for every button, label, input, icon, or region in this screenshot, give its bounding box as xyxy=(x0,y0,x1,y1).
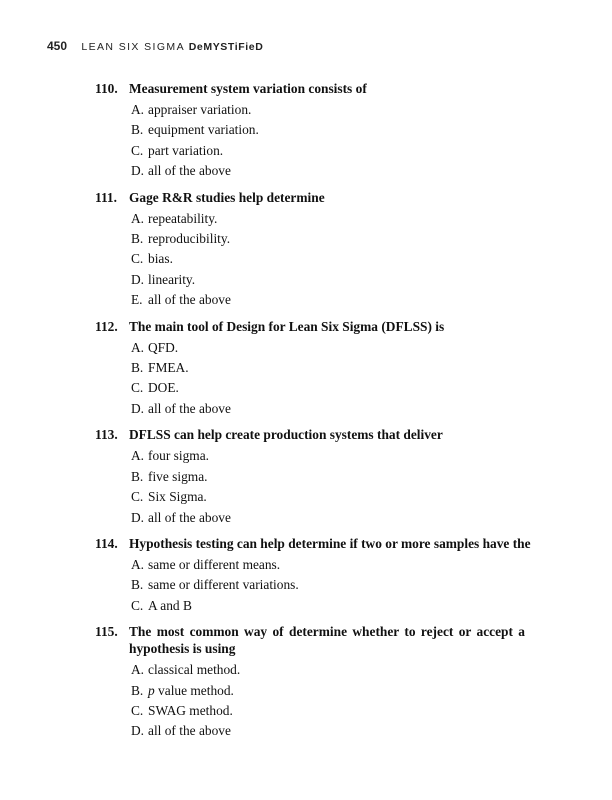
question-text: The main tool of Design for Lean Six Sigma (DFLSS) is xyxy=(129,318,445,334)
answer-options xyxy=(95,100,525,182)
question-stem xyxy=(95,189,525,206)
question-number: 112. xyxy=(95,318,118,334)
option-letter: A. xyxy=(131,662,145,678)
answer-option xyxy=(131,290,525,310)
answer-option xyxy=(131,100,525,120)
option-letter: D. xyxy=(131,509,145,525)
question-list xyxy=(95,80,531,749)
question-text xyxy=(129,623,525,657)
option-letter: E. xyxy=(131,292,143,308)
option-text: five sigma. xyxy=(148,468,208,484)
option-text-italic: p xyxy=(148,682,155,698)
answer-option xyxy=(131,338,525,358)
answer-option xyxy=(131,270,525,290)
question-115 xyxy=(95,623,525,742)
option-text: bias. xyxy=(148,251,173,267)
question-stem xyxy=(95,623,525,657)
option-letter: C. xyxy=(131,380,144,396)
option-text: all of the above xyxy=(148,163,231,179)
question-number: 114. xyxy=(95,535,118,551)
answer-option xyxy=(131,141,525,161)
option-letter: B. xyxy=(131,122,144,138)
option-text: equipment variation. xyxy=(148,122,259,138)
answer-options xyxy=(95,338,525,420)
option-text: linearity. xyxy=(148,271,196,287)
answer-option xyxy=(131,681,525,701)
answer-options xyxy=(95,446,525,528)
question-stem xyxy=(95,426,525,443)
question-text: Hypothesis testing can help determine if two or more samples have the xyxy=(129,535,531,551)
question-number: 113. xyxy=(95,427,118,443)
option-letter: A. xyxy=(131,210,145,226)
option-letter: C. xyxy=(131,251,144,267)
question-stem xyxy=(95,318,525,335)
question-text-line-1: The most common way of determine whether to reject or accept a xyxy=(129,624,525,640)
option-letter: C. xyxy=(131,597,144,613)
option-letter: D. xyxy=(131,723,145,739)
option-text: repeatability. xyxy=(148,210,218,226)
option-text: same or different means. xyxy=(148,556,281,572)
book-title: DeMYSTiFieD xyxy=(188,41,264,53)
option-text: same or different variations. xyxy=(148,577,299,593)
option-text: SWAG method. xyxy=(148,702,233,718)
answer-option xyxy=(131,721,525,741)
answer-option xyxy=(131,575,525,595)
option-letter: B. xyxy=(131,577,144,593)
option-letter: B. xyxy=(131,360,144,376)
answer-option xyxy=(131,358,525,378)
option-text: FMEA. xyxy=(148,360,189,376)
option-letter: A. xyxy=(131,339,145,355)
answer-options xyxy=(95,555,525,616)
answer-option xyxy=(131,555,525,575)
option-text: A and B xyxy=(148,597,192,613)
question-114 xyxy=(95,535,531,616)
question-number: 115. xyxy=(95,624,118,640)
question-number: 110. xyxy=(95,81,118,96)
question-text-line-2: hypothesis is using xyxy=(129,641,236,657)
question-text: Gage R&R studies help determine xyxy=(129,189,325,205)
option-text: Six Sigma. xyxy=(148,489,207,505)
option-letter: B. xyxy=(131,468,144,484)
option-text: all of the above xyxy=(148,723,231,739)
page-number: 450 xyxy=(47,39,68,53)
option-text: reproducibility. xyxy=(148,231,231,247)
option-text: all of the above xyxy=(148,509,231,525)
question-111 xyxy=(95,189,525,311)
question-stem xyxy=(95,535,531,552)
answer-option xyxy=(131,161,525,181)
question-112 xyxy=(95,318,525,420)
option-letter: A. xyxy=(131,556,145,572)
question-113 xyxy=(95,426,525,528)
option-text: part variation. xyxy=(148,142,224,158)
answer-option xyxy=(131,596,525,616)
answer-option xyxy=(131,209,525,229)
option-letter: B. xyxy=(131,682,144,698)
option-letter: C. xyxy=(131,702,144,718)
option-text: QFD. xyxy=(148,339,179,355)
option-text: appraiser variation. xyxy=(148,102,252,117)
option-letter: C. xyxy=(131,142,144,158)
answer-option xyxy=(131,660,525,680)
question-text: DFLSS can help create production systems that deliver xyxy=(129,427,443,443)
option-letter: A. xyxy=(131,448,145,464)
answer-option xyxy=(131,508,525,528)
option-letter: D. xyxy=(131,400,145,416)
option-text: DOE. xyxy=(148,380,179,396)
answer-option xyxy=(131,120,525,140)
answer-options xyxy=(95,209,525,311)
option-text: value method. xyxy=(154,682,234,698)
option-letter: A. xyxy=(131,102,145,117)
answer-option xyxy=(131,229,525,249)
question-text: Measurement system variation consists of xyxy=(129,81,367,96)
running-header xyxy=(47,39,263,53)
answer-option xyxy=(131,487,525,507)
option-letter: D. xyxy=(131,271,145,287)
answer-option xyxy=(131,467,525,487)
question-110 xyxy=(95,80,525,182)
option-text: all of the above xyxy=(148,400,231,416)
option-letter: B. xyxy=(131,231,144,247)
option-text: all of the above xyxy=(148,292,231,308)
option-letter: D. xyxy=(131,163,145,179)
answer-option xyxy=(131,378,525,398)
answer-option xyxy=(131,249,525,269)
option-letter: C. xyxy=(131,489,144,505)
option-text: four sigma. xyxy=(148,448,209,464)
answer-option xyxy=(131,701,525,721)
question-stem xyxy=(95,80,525,97)
answer-options xyxy=(95,660,525,742)
running-title: LEAN SIX SIGMA xyxy=(81,41,185,53)
answer-option xyxy=(131,446,525,466)
answer-option xyxy=(131,399,525,419)
question-number: 111. xyxy=(95,189,117,205)
option-text: classical method. xyxy=(148,662,241,678)
